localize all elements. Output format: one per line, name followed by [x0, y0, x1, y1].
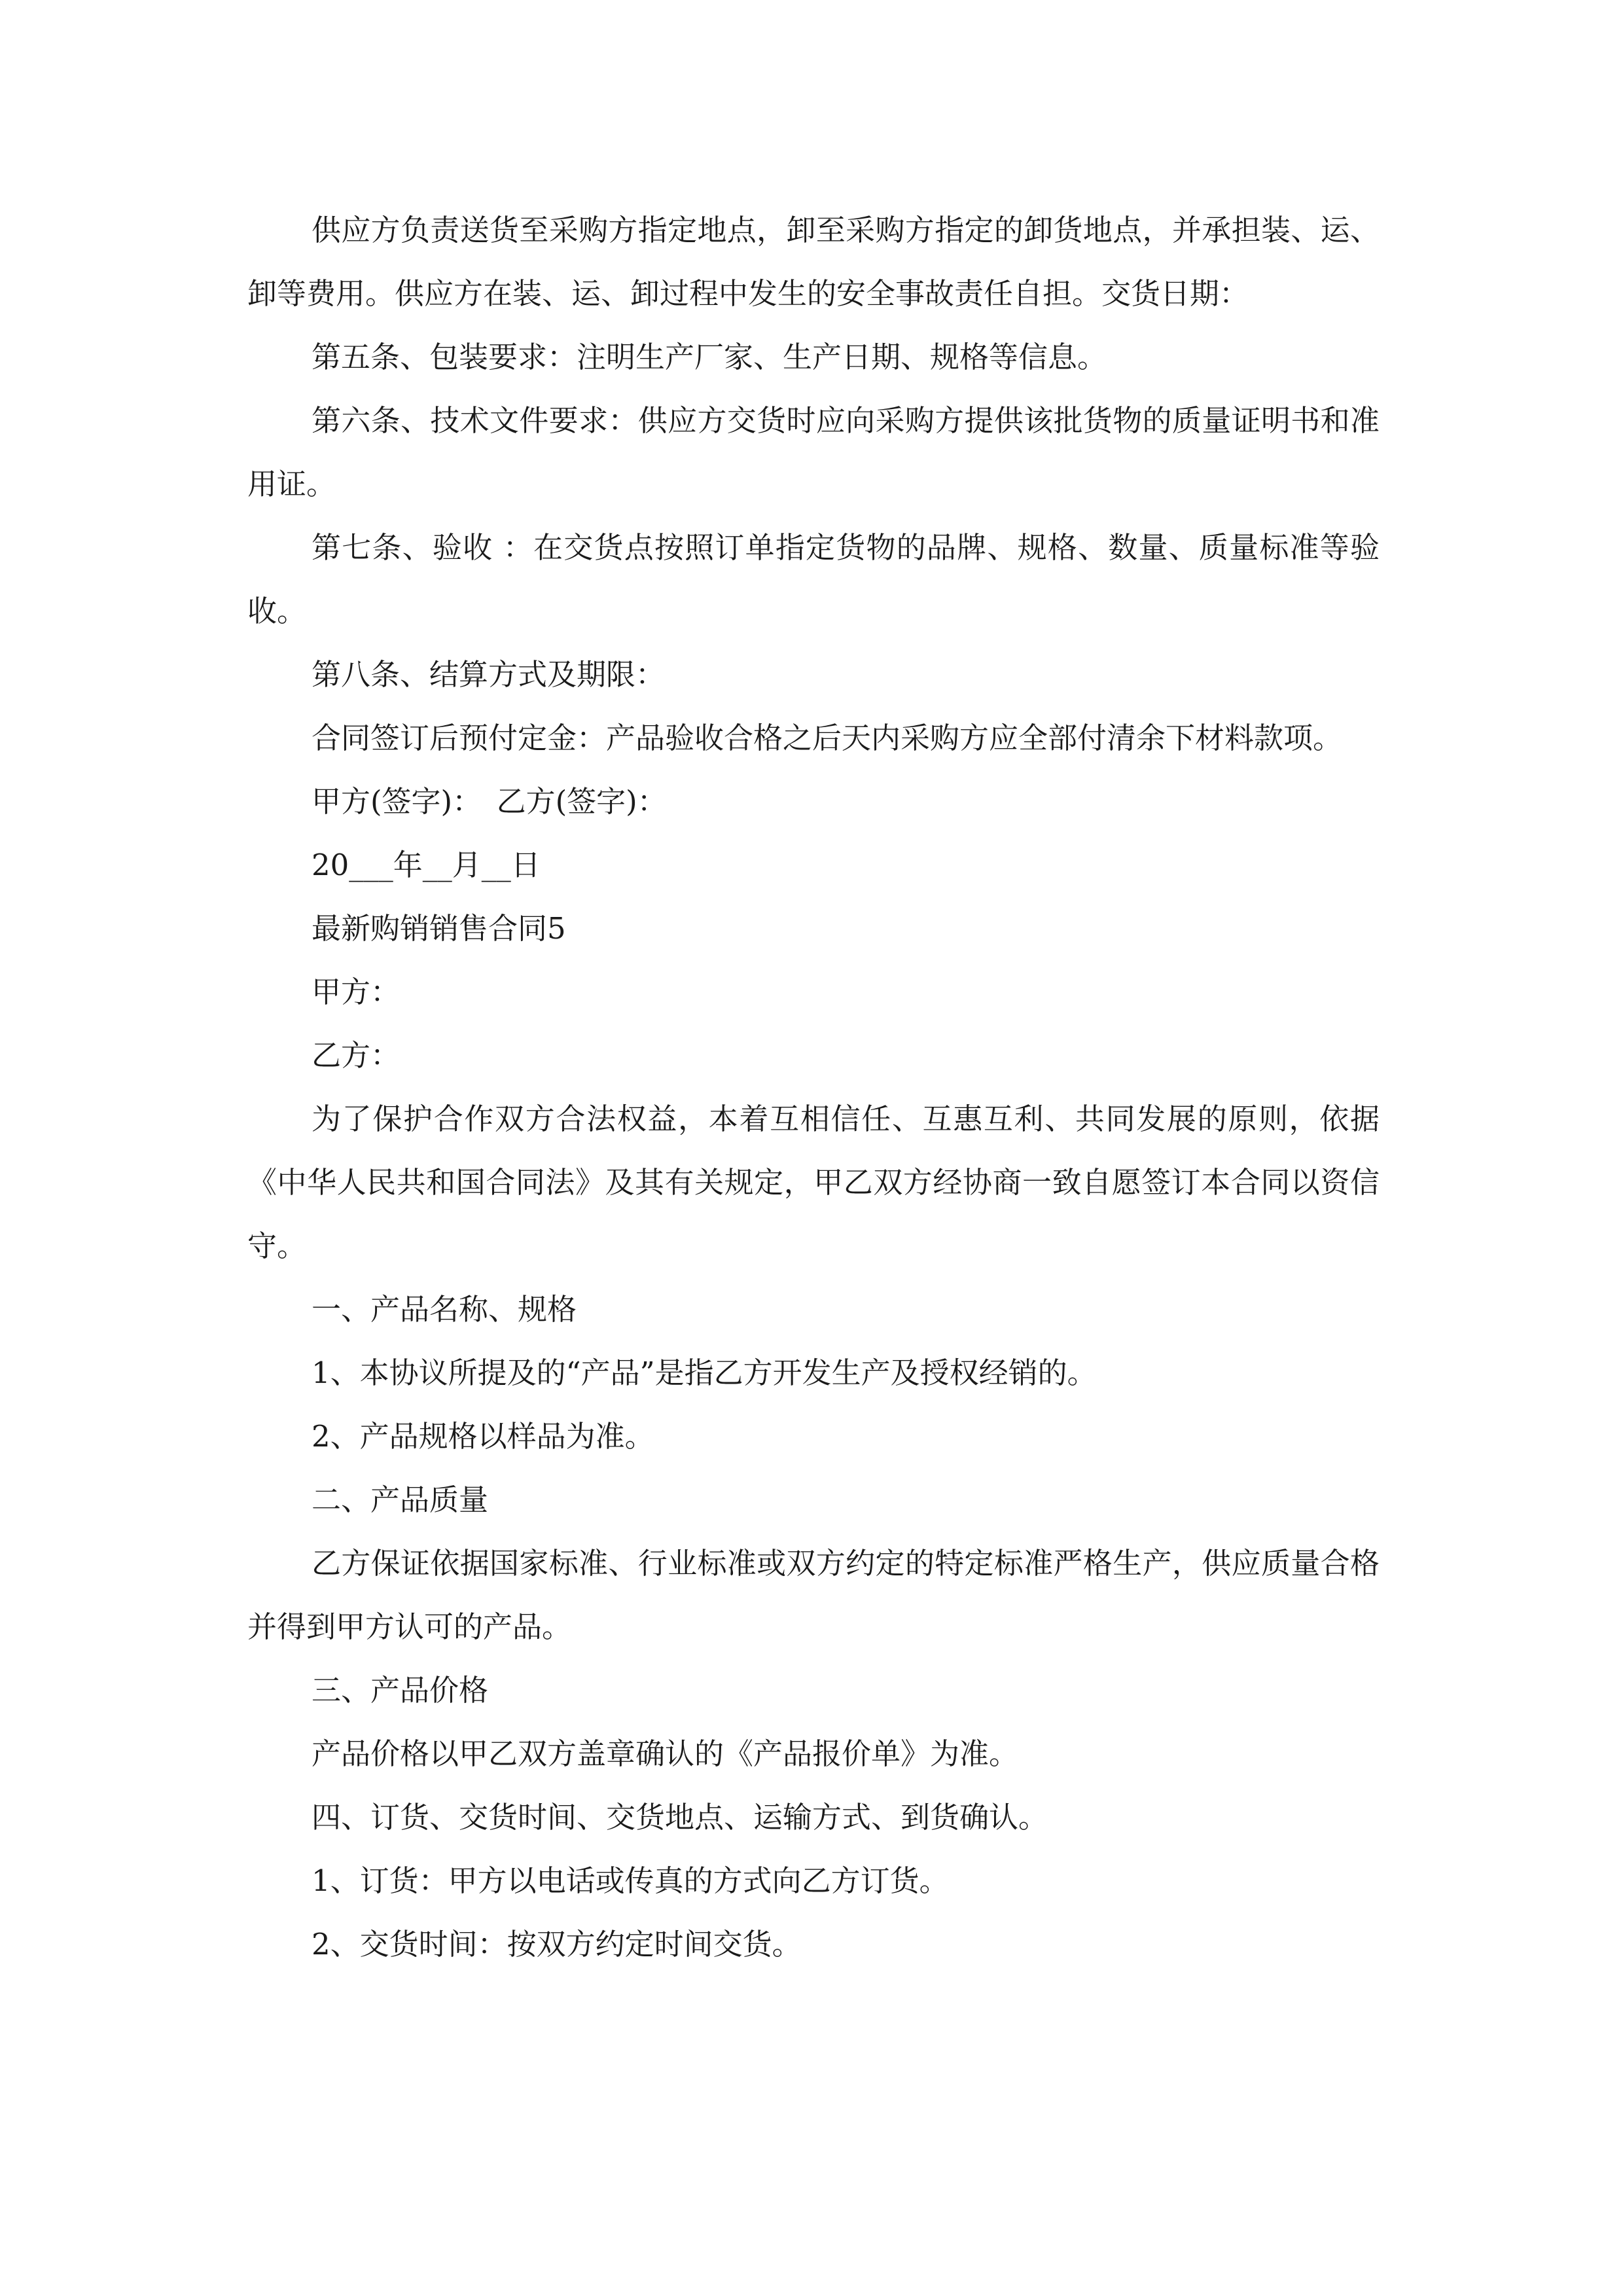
clause-delivery-time: 2、交货时间：按双方约定时间交货。: [312, 1927, 802, 1962]
clause-ordering: 1、订货：甲方以电话或传真的方式向乙方订货。: [312, 1863, 949, 1898]
paragraph-article-6-technical-docs: 第六条、技术文件要求：供应方交货时应向采购方提供该批货物的质量证明书和准用证。: [247, 403, 1380, 501]
signature-line: 甲方(签字)： 乙方(签字)：: [312, 784, 667, 819]
clause-product-spec: 2、产品规格以样品为准。: [312, 1419, 654, 1454]
section-heading-ordering-delivery: 四、订货、交货时间、交货地点、运输方式、到货确认。: [312, 1800, 1048, 1835]
paragraph-article-5-packaging: 第五条、包装要求：注明生产厂家、生产日期、规格等信息。: [312, 340, 1107, 374]
paragraph-price-basis: 产品价格以甲乙双方盖章确认的《产品报价单》为准。: [312, 1736, 1019, 1771]
section-heading-product-price: 三、产品价格: [312, 1673, 489, 1708]
paragraph-article-8-settlement: 第八条、结算方式及期限：: [312, 657, 666, 692]
paragraph-delivery-terms: 供应方负责送货至采购方指定地点，卸至采购方指定的卸货地点，并承担装、运、卸等费用。供应方在装、运、卸过程中发生的安全事故责任自担。交货日期：: [247, 213, 1380, 311]
document-body: [247, 198, 1380, 1976]
party-b-line: 乙方：: [312, 1038, 401, 1073]
paragraph-quality-guarantee: 乙方保证依据国家标准、行业标准或双方约定的特定标准严格生产，供应质量合格并得到甲方认可的产品。: [247, 1546, 1380, 1644]
party-a-line: 甲方：: [312, 975, 401, 1009]
clause-product-definition: 1、本协议所提及的“产品”是指乙方开发生产及授权经销的。: [312, 1355, 1097, 1390]
paragraph-article-7-acceptance: 第七条、验收 ：在交货点按照订单指定货物的品牌、规格、数量、质量标准等验收。: [247, 530, 1380, 628]
date-line: 20___年__月__日: [312, 848, 541, 882]
section-heading-product-quality: 二、产品质量: [312, 1482, 489, 1517]
section-heading-product-name: 一、产品名称、规格: [312, 1292, 577, 1327]
contract-title: 最新购销销售合同5: [312, 911, 566, 946]
paragraph-preamble: 为了保护合作双方合法权益，本着互相信任、互惠互利、共同发展的原则，依据《中华人民共和国合同法》及其有关规定，甲乙双方经协商一致自愿签订本合同以资信守。: [247, 1102, 1380, 1263]
paragraph-deposit-payment: 合同签订后预付定金：产品验收合格之后天内采购方应全部付清余下材料款项。: [312, 721, 1343, 755]
